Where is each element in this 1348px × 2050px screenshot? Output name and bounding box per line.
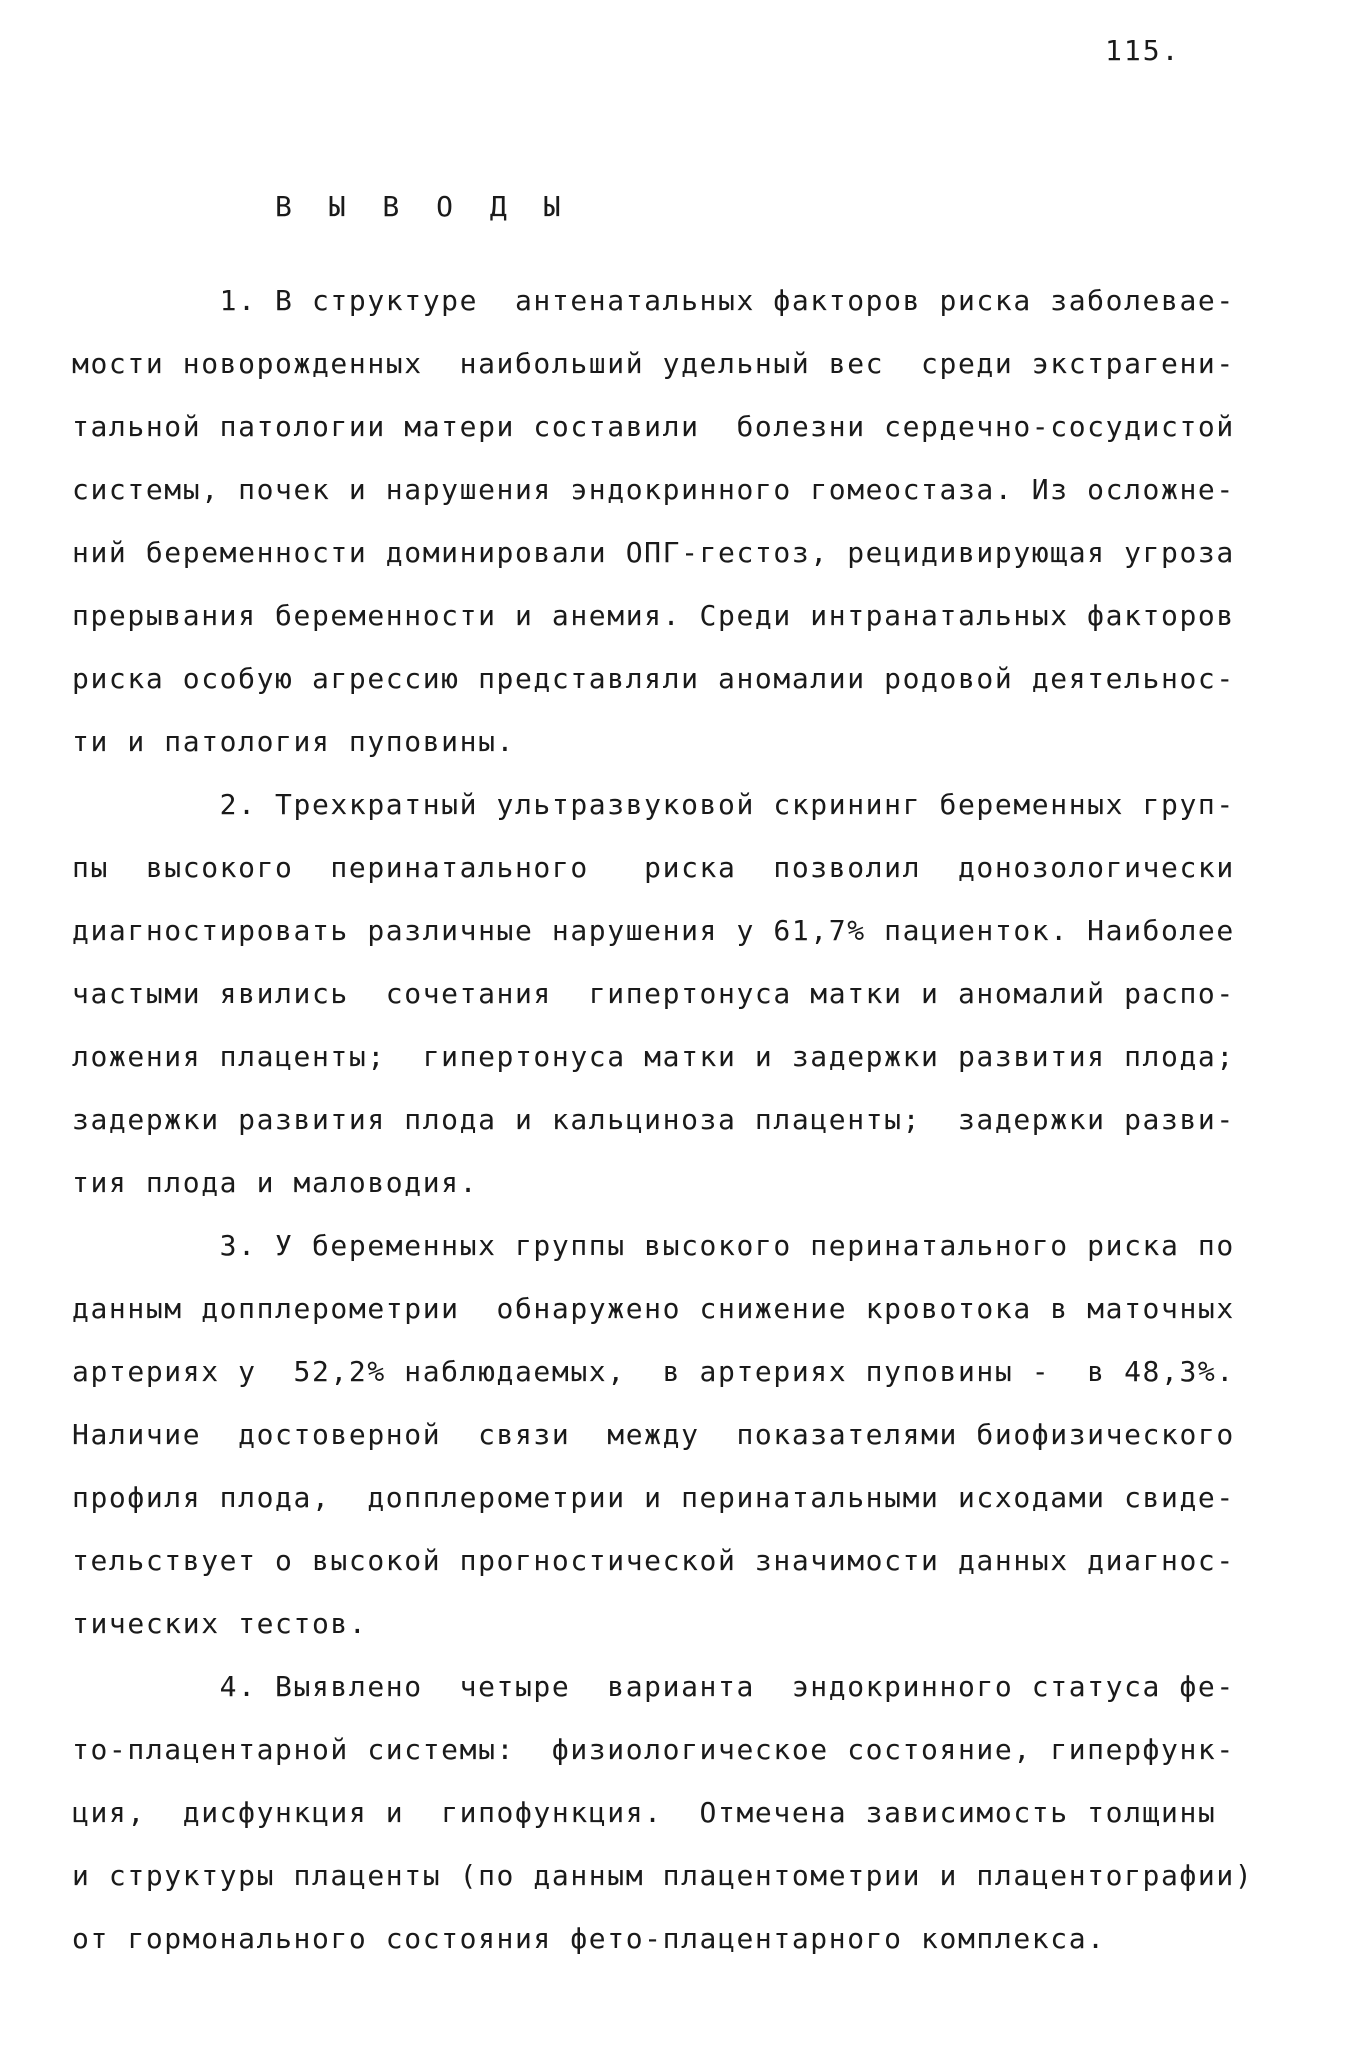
text-line: 4. Выявлено четыре варианта эндокринного статуса фе- [72, 1670, 1235, 1703]
text-line: 3. У беременных группы высокого перинатального риска по [72, 1229, 1235, 1262]
text-line: Наличие достоверной связи между показателями биофизического [72, 1418, 1235, 1451]
text-line: системы, почек и нарушения эндокринного гомеостаза. Из осложне- [72, 473, 1235, 506]
text-line: артериях у 52,2% наблюдаемых, в артериях пуповины - в 48,3%. [72, 1355, 1235, 1388]
text-line: 2. Трехкратный ультразвуковой скрининг беременных груп- [72, 788, 1235, 821]
text-line: мости новорожденных наибольший удельный вес среди экстрагени- [72, 347, 1235, 380]
text-line: задержки развития плода и кальциноза плаценты; задержки разви- [72, 1103, 1235, 1136]
text-line: тия плода и маловодия. [72, 1166, 479, 1199]
text-line: 1. В структуре антенатальных факторов риска заболевае- [72, 284, 1235, 317]
text-line: прерывания беременности и анемия. Среди интранатальных факторов [72, 599, 1235, 632]
text-line: данным допплерометрии обнаружено снижение кровотока в маточных [72, 1292, 1235, 1325]
text-line: ти и патология пуповины. [72, 725, 515, 758]
text-line: частыми явились сочетания гипертонуса матки и аномалий распо- [72, 977, 1235, 1010]
text-line: риска особую агрессию представляли аномалии родовой деятельнос- [72, 662, 1235, 695]
text-line: диагностировать различные нарушения у 61,7% пациенток. Наиболее [72, 914, 1235, 947]
text-line: тических тестов. [72, 1607, 368, 1640]
text-line: профиля плода, допплерометрии и перинатальными исходами свиде- [72, 1481, 1235, 1514]
text-line: ция, дисфункция и гипофункция. Отмечена зависимость толщины [72, 1796, 1217, 1829]
text-line: тельствует о высокой прогностической значимости данных диагнос- [72, 1544, 1235, 1577]
text-line: пы высокого перинатального риска позволил донозологически [72, 851, 1235, 884]
text-line: ний беременности доминировали ОПГ-гестоз, рецидивирующая угроза [72, 536, 1235, 569]
page-heading: В Ы В О Д Ы [275, 190, 571, 223]
text-line: ложения плаценты; гипертонуса матки и задержки развития плода; [72, 1040, 1235, 1073]
page-number: 115. [1105, 34, 1181, 67]
text-line: от гормонального состояния фето-плацентарного комплекса. [72, 1922, 1106, 1955]
text-line: и структуры плаценты (по данным плацентометрии и плацентографии) [72, 1859, 1254, 1892]
text-line: тальной патологии матери составили болезни сердечно-сосудистой [72, 410, 1235, 443]
text-line: то-плацентарной системы: физиологическое состояние, гиперфунк- [72, 1733, 1235, 1766]
